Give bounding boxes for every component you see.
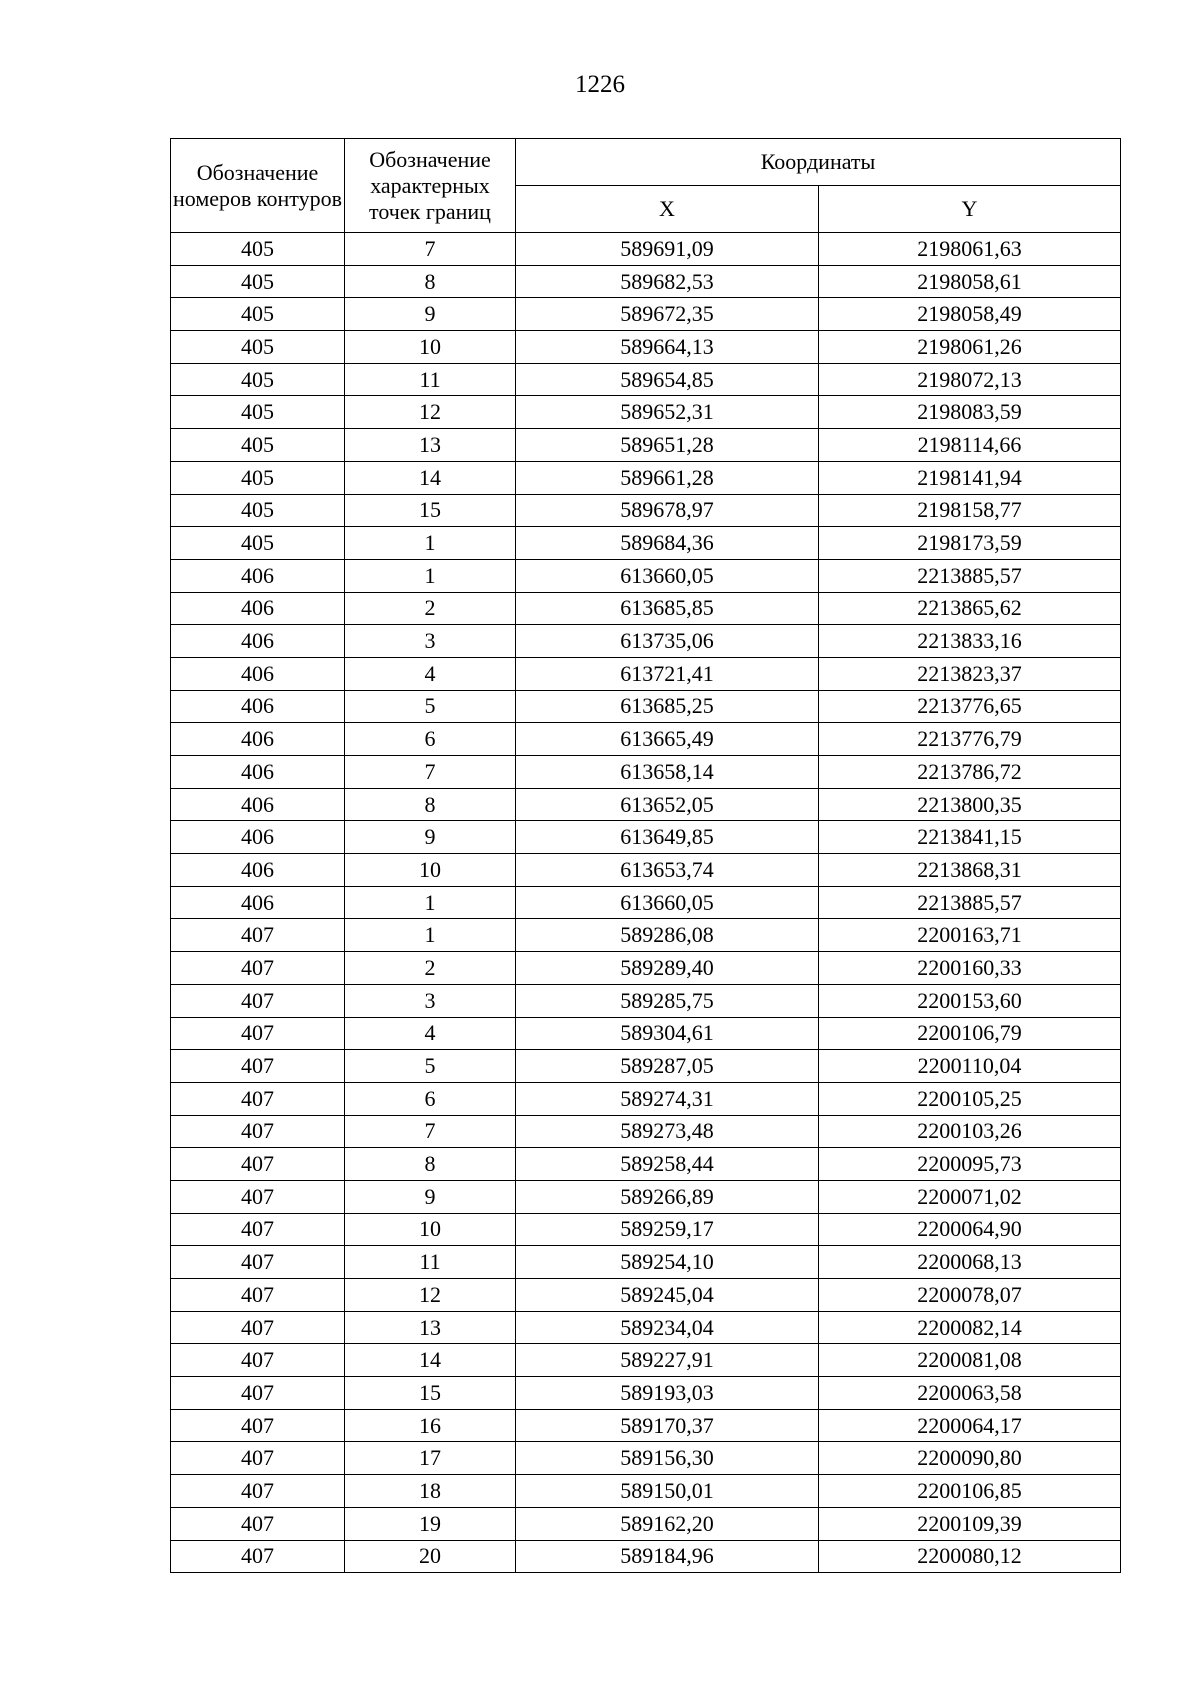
table-row: [171, 1213, 1121, 1246]
contour-cell: 405: [171, 331, 345, 364]
contour-cell: 407: [171, 984, 345, 1017]
y-cell: 2213786,72: [819, 756, 1121, 789]
x-cell: 589193,03: [516, 1377, 819, 1410]
contour-cell: 407: [171, 1115, 345, 1148]
y-cell: 2198061,63: [819, 233, 1121, 266]
contour-cell: 406: [171, 886, 345, 919]
point-cell: 8: [345, 1148, 516, 1181]
point-cell: 14: [345, 1344, 516, 1377]
contour-cell: 406: [171, 788, 345, 821]
point-cell: 16: [345, 1409, 516, 1442]
contour-cell: 407: [171, 1180, 345, 1213]
table-row: [171, 1246, 1121, 1279]
x-cell: 613721,41: [516, 657, 819, 690]
point-cell: 4: [345, 1017, 516, 1050]
contour-cell: 406: [171, 657, 345, 690]
point-cell: 2: [345, 592, 516, 625]
contour-cell: 407: [171, 1377, 345, 1410]
x-cell: 589273,48: [516, 1115, 819, 1148]
point-cell: 3: [345, 984, 516, 1017]
table-row: [171, 1180, 1121, 1213]
x-cell: 589651,28: [516, 429, 819, 462]
contour-cell: 407: [171, 1442, 345, 1475]
table-body: [171, 233, 1121, 1573]
point-cell: 17: [345, 1442, 516, 1475]
point-cell: 7: [345, 756, 516, 789]
y-cell: 2198158,77: [819, 494, 1121, 527]
table-row: [171, 1017, 1121, 1050]
table-row: [171, 527, 1121, 560]
table-row: [171, 1540, 1121, 1573]
table-row: [171, 1344, 1121, 1377]
point-cell: 11: [345, 363, 516, 396]
y-cell: 2200110,04: [819, 1050, 1121, 1083]
x-cell: 589691,09: [516, 233, 819, 266]
y-cell: 2200071,02: [819, 1180, 1121, 1213]
y-cell: 2200068,13: [819, 1246, 1121, 1279]
header-x: X: [516, 186, 819, 233]
point-cell: 4: [345, 657, 516, 690]
table-row: [171, 952, 1121, 985]
x-cell: 589664,13: [516, 331, 819, 364]
x-cell: 589684,36: [516, 527, 819, 560]
table-row: [171, 494, 1121, 527]
contour-cell: 407: [171, 1540, 345, 1573]
contour-cell: 407: [171, 952, 345, 985]
x-cell: 589289,40: [516, 952, 819, 985]
page-number: 1226: [575, 71, 625, 98]
table-row: [171, 723, 1121, 756]
contour-cell: 406: [171, 756, 345, 789]
x-cell: 589654,85: [516, 363, 819, 396]
table-row: [171, 625, 1121, 658]
table-row: [171, 1507, 1121, 1540]
x-cell: 589184,96: [516, 1540, 819, 1573]
y-cell: 2200106,79: [819, 1017, 1121, 1050]
y-cell: 2213833,16: [819, 625, 1121, 658]
table-row: [171, 854, 1121, 887]
y-cell: 2200082,14: [819, 1311, 1121, 1344]
contour-cell: 407: [171, 1507, 345, 1540]
point-cell: 7: [345, 1115, 516, 1148]
x-cell: 589156,30: [516, 1442, 819, 1475]
contour-cell: 405: [171, 298, 345, 331]
point-cell: 1: [345, 886, 516, 919]
y-cell: 2200063,58: [819, 1377, 1121, 1410]
y-cell: 2198083,59: [819, 396, 1121, 429]
point-cell: 8: [345, 788, 516, 821]
table-row: [171, 1377, 1121, 1410]
point-cell: 8: [345, 265, 516, 298]
contour-cell: 407: [171, 1017, 345, 1050]
y-cell: 2198173,59: [819, 527, 1121, 560]
x-cell: 589304,61: [516, 1017, 819, 1050]
x-cell: 589162,20: [516, 1507, 819, 1540]
y-cell: 2198058,49: [819, 298, 1121, 331]
contour-cell: 407: [171, 1246, 345, 1279]
y-cell: 2200064,17: [819, 1409, 1121, 1442]
x-cell: 613660,05: [516, 886, 819, 919]
contour-cell: 407: [171, 1344, 345, 1377]
y-cell: 2198141,94: [819, 461, 1121, 494]
point-cell: 9: [345, 298, 516, 331]
y-cell: 2213885,57: [819, 886, 1121, 919]
contour-cell: 405: [171, 494, 345, 527]
contour-cell: 406: [171, 592, 345, 625]
table-row: [171, 592, 1121, 625]
point-cell: 5: [345, 690, 516, 723]
contour-cell: 406: [171, 723, 345, 756]
table-row: [171, 1311, 1121, 1344]
table-row: [171, 1115, 1121, 1148]
y-cell: 2213776,79: [819, 723, 1121, 756]
table-row: [171, 331, 1121, 364]
x-cell: 589227,91: [516, 1344, 819, 1377]
x-cell: 589234,04: [516, 1311, 819, 1344]
table-row: [171, 363, 1121, 396]
y-cell: 2200160,33: [819, 952, 1121, 985]
contour-cell: 405: [171, 265, 345, 298]
contour-cell: 407: [171, 1050, 345, 1083]
coordinates-table: [170, 138, 1121, 1573]
table-row: [171, 1082, 1121, 1115]
table-row: [171, 1442, 1121, 1475]
point-cell: 7: [345, 233, 516, 266]
x-cell: 589266,89: [516, 1180, 819, 1213]
point-cell: 13: [345, 1311, 516, 1344]
y-cell: 2200153,60: [819, 984, 1121, 1017]
point-cell: 10: [345, 1213, 516, 1246]
y-cell: 2198072,13: [819, 363, 1121, 396]
contour-cell: 407: [171, 1311, 345, 1344]
contour-cell: 407: [171, 1082, 345, 1115]
table-row: [171, 559, 1121, 592]
y-cell: 2200105,25: [819, 1082, 1121, 1115]
x-cell: 589682,53: [516, 265, 819, 298]
point-cell: 14: [345, 461, 516, 494]
point-cell: 1: [345, 527, 516, 560]
x-cell: 589285,75: [516, 984, 819, 1017]
point-cell: 12: [345, 396, 516, 429]
header-y: Y: [819, 186, 1121, 233]
table-row: [171, 886, 1121, 919]
contour-cell: 407: [171, 1475, 345, 1508]
y-cell: 2200106,85: [819, 1475, 1121, 1508]
contour-cell: 406: [171, 690, 345, 723]
x-cell: 589245,04: [516, 1279, 819, 1312]
table-row: [171, 1475, 1121, 1508]
contour-cell: 405: [171, 363, 345, 396]
point-cell: 10: [345, 854, 516, 887]
x-cell: 589661,28: [516, 461, 819, 494]
contour-cell: 405: [171, 233, 345, 266]
x-cell: 613660,05: [516, 559, 819, 592]
table-header: [171, 139, 1121, 233]
table-row: [171, 1050, 1121, 1083]
y-cell: 2213885,57: [819, 559, 1121, 592]
x-cell: 589150,01: [516, 1475, 819, 1508]
x-cell: 613685,25: [516, 690, 819, 723]
x-cell: 589170,37: [516, 1409, 819, 1442]
y-cell: 2213800,35: [819, 788, 1121, 821]
point-cell: 15: [345, 1377, 516, 1410]
point-cell: 1: [345, 919, 516, 952]
contour-cell: 405: [171, 461, 345, 494]
y-cell: 2213865,62: [819, 592, 1121, 625]
y-cell: 2198061,26: [819, 331, 1121, 364]
point-cell: 9: [345, 1180, 516, 1213]
point-cell: 11: [345, 1246, 516, 1279]
y-cell: 2200081,08: [819, 1344, 1121, 1377]
contour-cell: 407: [171, 1279, 345, 1312]
header-contour-numbers: Обозначение номеров контуров: [171, 139, 345, 233]
table-row: [171, 461, 1121, 494]
contour-cell: 406: [171, 821, 345, 854]
point-cell: 5: [345, 1050, 516, 1083]
x-cell: 589274,31: [516, 1082, 819, 1115]
y-cell: 2200163,71: [819, 919, 1121, 952]
header-coordinates: Координаты: [516, 139, 1121, 186]
x-cell: 589254,10: [516, 1246, 819, 1279]
table-row: [171, 821, 1121, 854]
y-cell: 2213841,15: [819, 821, 1121, 854]
table-row: [171, 1409, 1121, 1442]
point-cell: 9: [345, 821, 516, 854]
x-cell: 613665,49: [516, 723, 819, 756]
point-cell: 6: [345, 1082, 516, 1115]
x-cell: 589287,05: [516, 1050, 819, 1083]
y-cell: 2200103,26: [819, 1115, 1121, 1148]
point-cell: 20: [345, 1540, 516, 1573]
contour-cell: 405: [171, 429, 345, 462]
y-cell: 2213776,65: [819, 690, 1121, 723]
x-cell: 613652,05: [516, 788, 819, 821]
point-cell: 10: [345, 331, 516, 364]
x-cell: 589678,97: [516, 494, 819, 527]
y-cell: 2200095,73: [819, 1148, 1121, 1181]
contour-cell: 405: [171, 396, 345, 429]
contour-cell: 407: [171, 1148, 345, 1181]
point-cell: 12: [345, 1279, 516, 1312]
y-cell: 2200090,80: [819, 1442, 1121, 1475]
contour-cell: 406: [171, 854, 345, 887]
contour-cell: 406: [171, 625, 345, 658]
point-cell: 15: [345, 494, 516, 527]
x-cell: 589652,31: [516, 396, 819, 429]
table-row: [171, 984, 1121, 1017]
y-cell: 2198058,61: [819, 265, 1121, 298]
point-cell: 18: [345, 1475, 516, 1508]
x-cell: 589286,08: [516, 919, 819, 952]
table-row: [171, 429, 1121, 462]
table-row: [171, 1148, 1121, 1181]
x-cell: 613685,85: [516, 592, 819, 625]
contour-cell: 407: [171, 919, 345, 952]
table-row: [171, 265, 1121, 298]
point-cell: 6: [345, 723, 516, 756]
y-cell: 2200064,90: [819, 1213, 1121, 1246]
contour-cell: 407: [171, 1213, 345, 1246]
table-row: [171, 690, 1121, 723]
table-row: [171, 233, 1121, 266]
point-cell: 13: [345, 429, 516, 462]
table-row: [171, 756, 1121, 789]
y-cell: 2198114,66: [819, 429, 1121, 462]
y-cell: 2200109,39: [819, 1507, 1121, 1540]
contour-cell: 405: [171, 527, 345, 560]
header-row: [171, 139, 1121, 186]
header-boundary-points: Обозначение характерных точек границ: [345, 139, 516, 233]
table-row: [171, 657, 1121, 690]
table-row: [171, 396, 1121, 429]
point-cell: 3: [345, 625, 516, 658]
y-cell: 2213868,31: [819, 854, 1121, 887]
table-row: [171, 919, 1121, 952]
x-cell: 589672,35: [516, 298, 819, 331]
point-cell: 19: [345, 1507, 516, 1540]
point-cell: 2: [345, 952, 516, 985]
x-cell: 613649,85: [516, 821, 819, 854]
x-cell: 613658,14: [516, 756, 819, 789]
table-row: [171, 788, 1121, 821]
x-cell: 589259,17: [516, 1213, 819, 1246]
table-row: [171, 298, 1121, 331]
y-cell: 2200078,07: [819, 1279, 1121, 1312]
point-cell: 1: [345, 559, 516, 592]
x-cell: 613735,06: [516, 625, 819, 658]
x-cell: 613653,74: [516, 854, 819, 887]
contour-cell: 407: [171, 1409, 345, 1442]
y-cell: 2213823,37: [819, 657, 1121, 690]
contour-cell: 406: [171, 559, 345, 592]
y-cell: 2200080,12: [819, 1540, 1121, 1573]
x-cell: 589258,44: [516, 1148, 819, 1181]
table-row: [171, 1279, 1121, 1312]
